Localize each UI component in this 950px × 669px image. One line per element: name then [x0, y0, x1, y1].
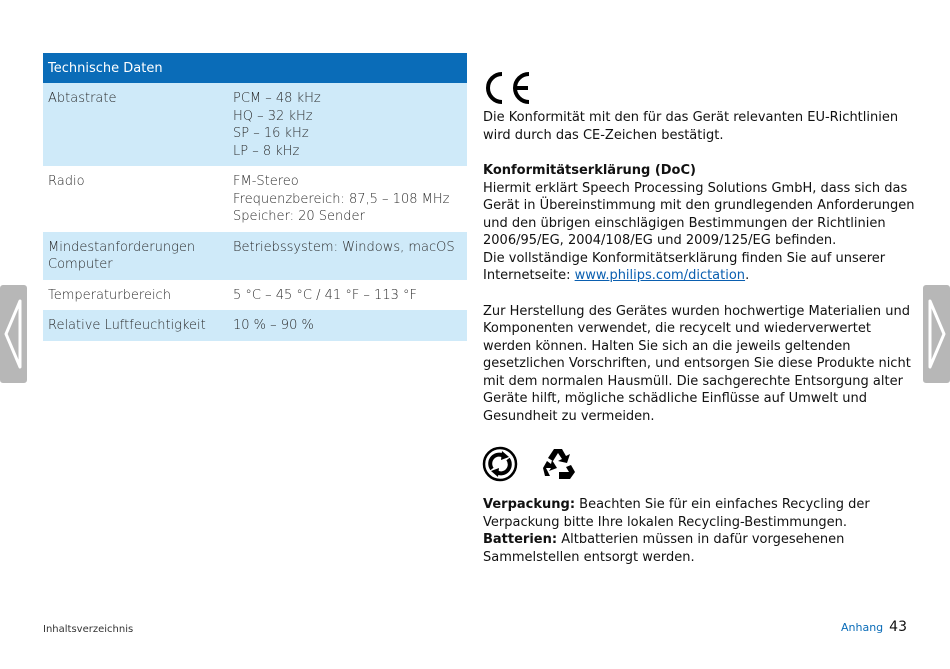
packaging-note — [483, 496, 923, 531]
table-row — [43, 310, 467, 341]
doc-more-text: Die vollständige Konformitätserklärung finden Sie auf unserer Internetseite: — [483, 250, 886, 283]
row-label: Radio — [48, 174, 85, 189]
ce-mark-icon — [483, 70, 533, 106]
row-label: Abtastrate — [43, 83, 228, 166]
row-label: Relative Luftfeuchtigkeit — [43, 310, 228, 341]
ce-intro: Die Konformität mit den für das Gerät relevanten EU-Richtlinien wird durch das CE-Zeichen bestätigt. — [483, 110, 899, 143]
disposal-text: Zur Herstellung des Gerätes wurden hochwertige Materialien und Komponenten verwendet, die recycelt und wiederverwertet werden können. Halten Sie sich an die jeweils geltenden gesetzlichen Vorschriften, und entsorgen Sie diese Produkte nicht mit dem normalen Hausmüll. Die sachgerechte Entsorgung alter Geräte hilft, mögliche schädliche Einflüsse auf Umwelt und Gesundheit zu vermeiden. — [483, 303, 911, 424]
arrow-left-icon — [0, 285, 27, 383]
doc-text: Hiermit erklärt Speech Processing Solutions GmbH, dass sich das Gerät in Übereinstimmung mit den grundlegenden Anforderungen und den übrigen einschlägigen Bestimmungen der Richtlinien 2006/95/EG, 2004/108/EG und 2009/125/EG befinden. — [483, 180, 915, 248]
previous-page-button[interactable] — [0, 285, 27, 383]
recycling-section — [483, 496, 923, 566]
page-number: 43 — [889, 619, 907, 635]
batteries-note — [483, 531, 923, 566]
section-name: Anhang — [841, 621, 884, 634]
value-line: Speicher: 20 Sender — [233, 209, 365, 224]
green-dot-icon — [482, 446, 518, 482]
packaging-label: Verpackung: — [483, 497, 576, 512]
doc-more — [483, 250, 923, 285]
technical-data-table — [43, 53, 467, 341]
row-label: Mindestanforderungen Computer — [43, 232, 228, 280]
row-value — [228, 232, 467, 280]
batteries-label: Batterien: — [483, 532, 558, 547]
value-line: FM-Stereo — [233, 174, 299, 189]
batteries-text: Altbatterien müssen in dafür vorgesehenen Sammelstellen entsorgt werden. — [483, 532, 845, 565]
value-line: HQ – 32 kHz — [233, 108, 313, 124]
value-line: LP – 8 kHz — [233, 143, 300, 159]
doc-heading: Konformitätserklärung (DoC) — [483, 163, 696, 178]
table-of-contents-link[interactable]: Inhaltsverzeichnis — [43, 624, 134, 635]
row-value — [228, 166, 467, 232]
table-header: Technische Daten — [43, 53, 467, 83]
value-line: 5 °C – 45 °C / 41 °F – 113 °F — [233, 287, 417, 303]
value-line: PCM – 48 kHz — [233, 91, 321, 106]
row-value — [228, 310, 467, 341]
arrow-right-icon — [923, 285, 950, 383]
table-row — [43, 280, 467, 311]
row-label: Temperaturbereich — [48, 287, 171, 303]
table-row — [43, 166, 467, 232]
row-value — [228, 280, 467, 311]
philips-dictation-link[interactable]: www.philips.com/dictation — [574, 268, 746, 283]
packaging-text: Beachten Sie für ein einfaches Recycling der Verpackung bitte Ihre lokalen Recycling-Bestimmungen. — [483, 497, 870, 530]
link-suffix: . — [745, 268, 750, 283]
value-line: Frequenzbereich: 87,5 – 108 MHz — [233, 191, 450, 207]
next-page-button[interactable] — [923, 285, 950, 383]
page-footer — [841, 619, 907, 635]
value-line: SP – 16 kHz — [233, 126, 309, 141]
row-value — [228, 83, 467, 166]
recycle-icon — [539, 446, 577, 482]
table-row — [43, 83, 467, 166]
ce-section — [483, 109, 923, 425]
table-row — [43, 232, 467, 280]
value-line: 10 % – 90 % — [233, 318, 314, 333]
value-line: Betriebssystem: Windows, macOS — [233, 239, 455, 255]
